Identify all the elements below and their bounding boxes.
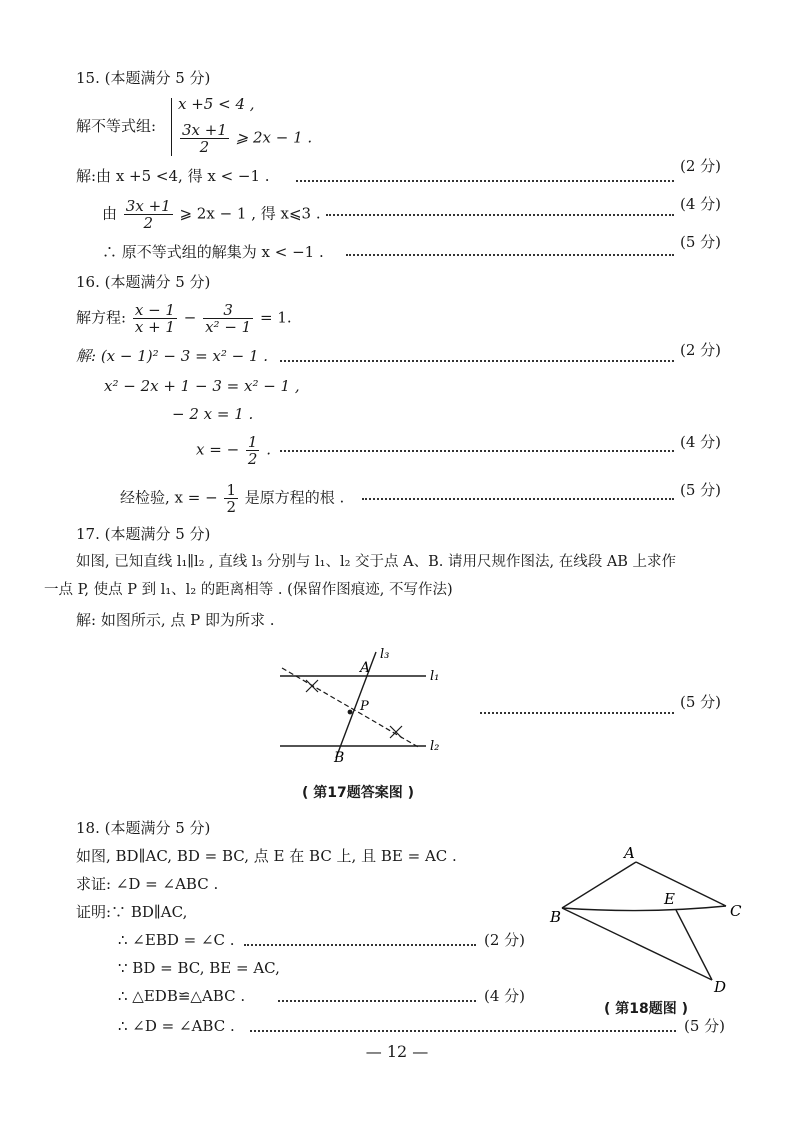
q16-check-denominator: 2 [226, 498, 236, 516]
q16-step4-score: (4 分) [680, 433, 722, 451]
segment-bc [562, 906, 726, 911]
q16-step2: x² − 2x + 1 − 3 = x² − 1 , [104, 377, 300, 395]
q18-proof4-leader [250, 1030, 676, 1032]
q17-score-leader [480, 712, 674, 714]
q18-proof1: ∴ ∠EBD = ∠C . [118, 931, 235, 949]
q15-sol2-prefix: 由 [102, 204, 118, 223]
q15-ineq2-numerator: 3x +1 [182, 121, 227, 139]
q18-figure-caption: ( 第18题图 ) [604, 1001, 689, 1017]
q16-check-prefix: 经检验, x = − [120, 488, 218, 507]
q18-prove: 求证: ∠D = ∠ABC . [76, 875, 219, 893]
q18-proof1-leader [244, 944, 476, 946]
segment-bd [562, 908, 712, 980]
segment-ab [562, 862, 636, 908]
q18-proof2: ∵ BD = BC, BE = AC, [118, 959, 280, 977]
q16-step4-prefix: x = − [196, 440, 240, 459]
q18-title: 18. (本题满分 5 分) [76, 819, 211, 837]
q17-answer: 解: 如图所示, 点 P 即为所求 . [76, 611, 275, 629]
q17-text2: 一点 P, 使点 P 到 l₁、l₂ 的距离相等 . (保留作图痕迹, 不写作法) [44, 582, 453, 598]
q16-step3: − 2 x = 1 . [172, 405, 254, 423]
q18-figure [546, 840, 756, 1000]
q17-figure [270, 640, 470, 780]
label-l2: l₂ [430, 739, 440, 754]
q15-sol2-leader [326, 214, 674, 216]
q17-score: (5 分) [680, 693, 722, 711]
q17-text1: 如图, 已知直线 l₁∥l₂ , 直线 l₃ 分别与 l₁、l₂ 交于点 A、B. 请用尺规作图法, 在线段 AB 上求作 [76, 554, 677, 570]
q15-sol1-score: (2 分) [680, 157, 722, 175]
q16-f2-denominator: x² − 1 [205, 318, 252, 336]
q16-equation [76, 302, 292, 335]
q18-proof3-leader [278, 1000, 476, 1002]
q15-ineq2-rest: ⩾ 2x − 1 . [235, 128, 313, 147]
label-a: A [624, 844, 635, 862]
q16-f1-numerator: x − 1 [134, 301, 175, 319]
q18-proof1-score: (2 分) [484, 931, 526, 949]
q16-minus: − [183, 308, 197, 327]
q16-step4-numerator: 1 [247, 433, 258, 451]
q16-prompt: 解方程: [76, 308, 127, 327]
q18-proof3-score: (4 分) [484, 987, 526, 1005]
q16-step4-denominator: 2 [247, 450, 258, 468]
label-l1: l₁ [430, 669, 440, 684]
q17-title: 17. (本题满分 5 分) [76, 525, 211, 543]
q15-sol2-rest: ⩾ 2x − 1 , 得 x⩽3 . [179, 204, 321, 223]
arc-mark-upper [306, 680, 318, 692]
q15-sol1: 解:由 x +5 <4, 得 x < −1 . [76, 167, 270, 185]
q16-step4-suffix: . [266, 440, 272, 459]
q15-sol2 [102, 198, 321, 231]
q15-sol2-score: (4 分) [680, 195, 722, 213]
arc-mark-lower [390, 726, 402, 738]
q16-title: 16. (本题满分 5 分) [76, 273, 211, 291]
label-l3: l₃ [380, 647, 390, 662]
q18-proof0: 证明:∵ BD∥AC, [76, 903, 188, 921]
q15-title: 15. (本题满分 5 分) [76, 69, 211, 87]
q17-figure-caption: ( 第17题答案图 ) [302, 785, 415, 801]
q16-step1-leader [280, 360, 674, 362]
q16-step4 [196, 434, 271, 467]
label-p: P [360, 699, 369, 714]
q18-given: 如图, BD∥AC, BD = BC, 点 E 在 BC 上, 且 BE = AC . [76, 847, 457, 865]
q16-check-suffix: 是原方程的根 . [244, 488, 345, 507]
q18-proof4-score: (5 分) [684, 1017, 726, 1035]
q16-check-numerator: 1 [226, 481, 236, 499]
label-e: E [664, 890, 675, 908]
q16-step1-score: (2 分) [680, 341, 722, 359]
q16-check-leader [362, 498, 674, 500]
label-b: B [334, 750, 345, 766]
q15-ineq2 [178, 122, 312, 155]
q18-proof3: ∴ △EDB≌△ABC . [118, 987, 246, 1005]
q15-prompt: 解不等式组: [76, 117, 157, 135]
q15-sol1-leader [296, 180, 674, 182]
q16-step1: 解: (x − 1)² − 3 = x² − 1 . [76, 347, 269, 365]
q16-eq-rest: = 1. [260, 308, 292, 327]
q15-sol3-leader [346, 254, 674, 256]
q16-f1-denominator: x + 1 [134, 318, 175, 336]
q16-check [120, 482, 344, 515]
q15-sol3-score: (5 分) [680, 233, 722, 251]
q16-f2-numerator: 3 [203, 302, 253, 319]
q18-proof4: ∴ ∠D = ∠ABC . [118, 1017, 235, 1035]
label-c: C [730, 902, 742, 920]
q16-step4-leader [280, 450, 674, 452]
label-d: D [714, 978, 727, 996]
label-b: B [550, 908, 562, 926]
q15-ineq2-denominator: 2 [199, 138, 210, 156]
q15-sol2-numerator: 3x +1 [125, 197, 171, 215]
label-a: A [360, 660, 371, 676]
q16-check-score: (5 分) [680, 481, 722, 499]
segment-ac [636, 862, 726, 906]
segment-ed [676, 910, 712, 980]
q15-ineq1: x +5 < 4 , [178, 95, 255, 113]
page-number: — 12 — [365, 1042, 429, 1061]
point-p [348, 710, 353, 715]
q15-sol2-denominator: 2 [143, 214, 154, 232]
q15-sol3: ∴ 原不等式组的解集为 x < −1 . [102, 243, 324, 261]
